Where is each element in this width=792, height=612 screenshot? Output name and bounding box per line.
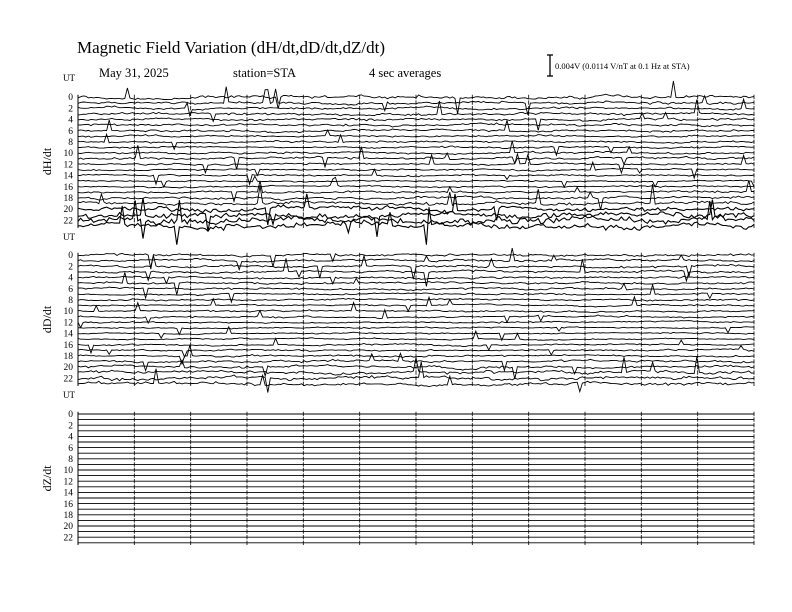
hour-tick-label: 16 <box>63 499 73 510</box>
hour-tick-label: 8 <box>68 138 73 148</box>
minute-ticks <box>78 412 754 545</box>
hour-tick-label: 6 <box>68 443 73 454</box>
hour-tick-label: 10 <box>63 149 73 160</box>
hour-tick-label: 8 <box>68 455 73 465</box>
panel-y-label: dH/dt <box>40 147 54 176</box>
ut-axis-title: UT <box>63 390 75 400</box>
hour-tick-label: 2 <box>68 262 73 273</box>
scale-label: 0.004V (0.0114 V/nT at 0.1 Hz at STA) <box>555 61 690 71</box>
scale-bar <box>547 55 553 76</box>
hour-tick-label: 2 <box>68 421 73 432</box>
hour-tick-label: 14 <box>63 329 73 340</box>
hour-tick-label: 6 <box>68 284 73 295</box>
ut-axis-title: UT <box>63 232 75 242</box>
panel-y-label: dD/dt <box>40 305 54 334</box>
hour-tick-label: 12 <box>63 318 73 329</box>
minute-ticks <box>78 95 754 228</box>
hour-tick-label: 2 <box>68 104 73 115</box>
hour-tick-label: 6 <box>68 126 73 137</box>
hour-tick-label: 22 <box>63 374 73 385</box>
station-label: station=STA <box>233 66 296 80</box>
hour-tick-label: 22 <box>63 216 73 227</box>
hour-tick-label: 0 <box>68 251 73 262</box>
panel-dD-dt <box>40 232 754 393</box>
hour-tick-label: 10 <box>63 307 73 318</box>
ut-axis-title: UT <box>63 73 75 83</box>
trace-panels <box>40 73 754 545</box>
chart-title: Magnetic Field Variation (dH/dt,dD/dt,dZ/dt) <box>77 38 386 57</box>
hour-tick-label: 14 <box>63 171 73 182</box>
hour-tick-label: 16 <box>63 182 73 193</box>
averaging-label: 4 sec averages <box>369 66 442 80</box>
panel-dZ-dt <box>40 390 754 545</box>
hour-tick-label: 12 <box>63 160 73 171</box>
hour-tick-label: 10 <box>63 466 73 477</box>
hour-tick-label: 18 <box>63 194 73 204</box>
date-label: May 31, 2025 <box>99 66 169 80</box>
hour-tick-label: 20 <box>63 522 73 533</box>
hour-tick-label: 12 <box>63 477 73 488</box>
hour-tick-label: 20 <box>63 363 73 374</box>
hour-tick-label: 4 <box>68 115 73 126</box>
hour-tick-label: 8 <box>68 296 73 306</box>
panel-dH-dt <box>40 73 754 245</box>
hour-tick-label: 18 <box>63 511 73 521</box>
hour-tick-label: 4 <box>68 432 73 443</box>
panel-y-label: dZ/dt <box>40 465 54 492</box>
hour-tick-label: 14 <box>63 488 73 499</box>
hour-tick-label: 16 <box>63 340 73 351</box>
hour-tick-label: 18 <box>63 352 73 362</box>
hour-tick-label: 4 <box>68 273 73 284</box>
hour-tick-label: 20 <box>63 205 73 216</box>
hour-tick-label: 22 <box>63 533 73 544</box>
hour-tick-label: 0 <box>68 93 73 104</box>
hour-tick-label: 0 <box>68 410 73 421</box>
